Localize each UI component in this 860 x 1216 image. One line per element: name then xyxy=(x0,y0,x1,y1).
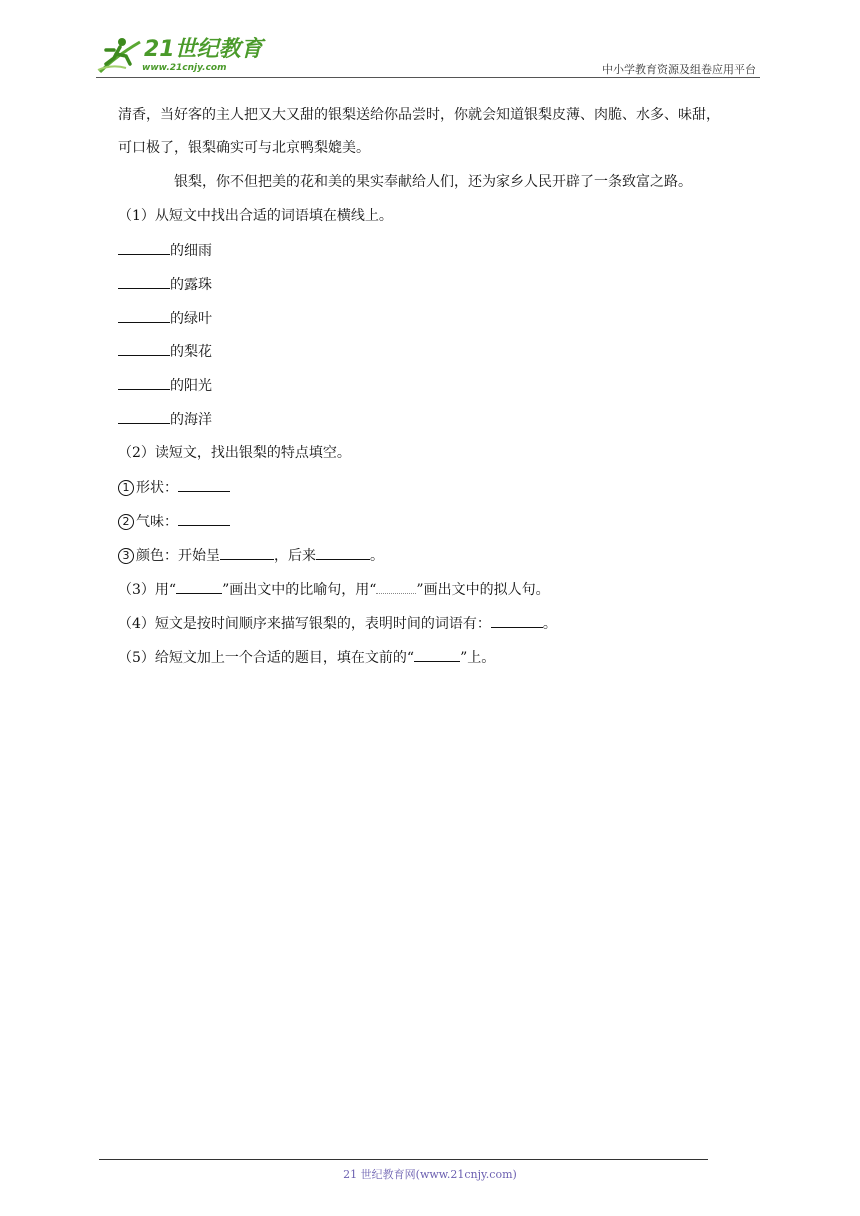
wavy-line-sample xyxy=(376,579,416,594)
paragraph-line: 清香，当好客的主人把又大又甜的银梨送给你品尝时，你就会知道银梨皮薄、肉脆、水多、味甜， xyxy=(118,107,720,123)
question-3: （3）用“ ”画出文中的比喻句，用“ ”画出文中的拟人句。 xyxy=(118,579,550,600)
answer-blank[interactable] xyxy=(414,647,460,662)
answer-blank[interactable] xyxy=(118,308,170,323)
answer-blank[interactable] xyxy=(118,409,170,424)
circled-number: 1 xyxy=(118,480,134,496)
page-header xyxy=(96,34,760,78)
logo xyxy=(96,34,266,78)
question-2-3: 3 颜色：开始呈 ，后来 。 xyxy=(118,545,384,566)
header-platform-name: 中小学教育资源及组卷应用平台 xyxy=(602,63,756,76)
runner-logo-icon xyxy=(96,34,142,76)
fill-item: 的细雨 xyxy=(118,240,212,261)
answer-blank[interactable] xyxy=(118,375,170,390)
fill-item: 的阳光 xyxy=(118,375,212,396)
fill-item: 的露珠 xyxy=(118,274,212,295)
question-2: （2）读短文，找出银梨的特点填空。 xyxy=(118,445,351,461)
question-5: （5）给短文加上一个合适的题目，填在文前的“ ”上。 xyxy=(118,647,495,668)
answer-blank[interactable] xyxy=(118,341,170,356)
fill-item: 的绿叶 xyxy=(118,308,212,329)
paragraph-line: 可口极了，银梨确实可与北京鸭梨媲美。 xyxy=(118,140,370,156)
answer-blank[interactable] xyxy=(118,274,170,289)
logo-text: 21世纪教育 xyxy=(144,37,263,62)
footer-divider xyxy=(99,1159,708,1160)
paragraph: 银梨，你不但把美的花和美的果实奉献给人们，还为家乡人民开辟了一条致富之路。 xyxy=(174,174,692,190)
answer-blank[interactable] xyxy=(491,613,543,628)
answer-blank[interactable] xyxy=(178,511,230,526)
logo-url: www.21cnjy.com xyxy=(142,63,227,73)
fill-item: 的梨花 xyxy=(118,341,212,362)
question-2-2: 2 气味： xyxy=(118,511,230,532)
answer-blank[interactable] xyxy=(118,240,170,255)
answer-blank[interactable] xyxy=(316,545,370,560)
header-divider xyxy=(96,77,760,78)
circled-number: 3 xyxy=(118,548,134,564)
circled-number: 2 xyxy=(118,514,134,530)
answer-blank[interactable] xyxy=(220,545,274,560)
straight-line-sample xyxy=(176,579,222,594)
footer-text: 21 世纪教育网(www.21cnjy.com) xyxy=(343,1168,517,1181)
question-1: （1）从短文中找出合适的词语填在横线上。 xyxy=(118,208,393,224)
answer-blank[interactable] xyxy=(178,477,230,492)
question-2-1: 1 形状： xyxy=(118,477,230,498)
question-4: （4）短文是按时间顺序来描写银梨的，表明时间的词语有： 。 xyxy=(118,613,557,634)
fill-item: 的海洋 xyxy=(118,409,212,430)
